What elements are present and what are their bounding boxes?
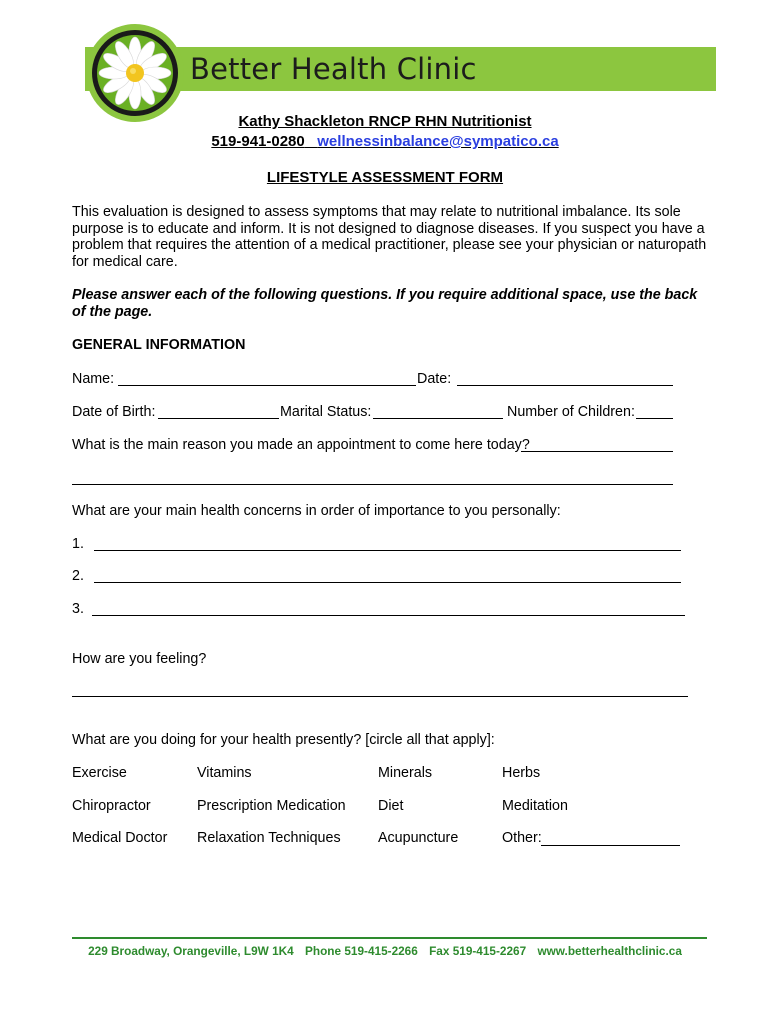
footer-phone: Phone 519-415-2266 <box>305 944 418 958</box>
concern-field-3[interactable] <box>92 615 685 616</box>
option-diet[interactable]: Diet <box>378 798 404 814</box>
section-general-heading: GENERAL INFORMATION <box>72 337 246 353</box>
marital-label: Marital Status: <box>280 404 372 420</box>
date-label: Date: <box>417 371 452 387</box>
children-field[interactable] <box>636 418 673 419</box>
contact-email[interactable]: wellnessinbalance@sympatico.ca <box>317 133 559 150</box>
date-field[interactable] <box>457 385 673 386</box>
option-meditation[interactable]: Meditation <box>502 798 568 814</box>
concern-number: 3. <box>72 601 84 617</box>
concern-field-2[interactable] <box>94 582 681 583</box>
concerns-question: What are your main health concerns in order of importance to you personally: <box>72 503 561 519</box>
option-medical-doctor[interactable]: Medical Doctor <box>72 830 168 846</box>
footer-address: 229 Broadway, Orangeville, L9W 1K4 <box>88 944 294 958</box>
footer <box>0 944 770 958</box>
reason-field[interactable] <box>521 451 673 452</box>
form-title: LIFESTYLE ASSESSMENT FORM <box>266 169 504 186</box>
name-label: Name: <box>72 371 115 387</box>
option-other[interactable]: Other: <box>502 830 542 846</box>
contact-phone: 519-941-0280 <box>211 133 305 150</box>
option-exercise[interactable]: Exercise <box>72 765 127 781</box>
marital-field[interactable] <box>373 418 503 419</box>
footer-website[interactable]: www.betterhealthclinic.ca <box>537 944 682 958</box>
name-field[interactable] <box>118 385 416 386</box>
option-herbs[interactable]: Herbs <box>502 765 541 781</box>
dob-label: Date of Birth: <box>72 404 156 420</box>
instructions-text: Please answer each of the following questions. If you require additional space, use the back of the page. <box>72 287 698 320</box>
concern-field-1[interactable] <box>94 550 681 551</box>
option-acupuncture[interactable]: Acupuncture <box>378 830 459 846</box>
option-chiropractor[interactable]: Chiropractor <box>72 798 151 814</box>
daisy-flower-icon <box>84 22 186 124</box>
option-vitamins[interactable]: Vitamins <box>197 765 252 781</box>
children-label: Number of Children: <box>507 404 635 420</box>
option-relaxation-techniques[interactable]: Relaxation Techniques <box>197 830 341 846</box>
concern-number: 2. <box>72 568 84 584</box>
dob-field[interactable] <box>158 418 279 419</box>
reason-question: What is the main reason you made an appointment to come here today? <box>72 437 530 453</box>
practitioner-name: Kathy Shackleton RNCP RHN Nutritionist <box>238 113 532 130</box>
feeling-field[interactable] <box>72 696 688 697</box>
intro-paragraph: This evaluation is designed to assess symptoms that may relate to nutritional imbalance. Its sole purpose is to educate and inform. It is not designed to diagnose diseases. If you suspect you have a problem that requires the attention of a medical practitioner, please see your physician or naturopath for medical care. <box>72 204 707 270</box>
concern-number: 1. <box>72 536 84 552</box>
reason-field-continued[interactable] <box>72 484 673 485</box>
clinic-name: Better Health Clinic <box>190 52 477 86</box>
contact-line <box>0 133 770 150</box>
option-minerals[interactable]: Minerals <box>378 765 433 781</box>
footer-fax: Fax 519-415-2267 <box>429 944 527 958</box>
health-question: What are you doing for your health presently? [circle all that apply]: <box>72 732 495 748</box>
footer-divider <box>72 937 707 939</box>
option-prescription-medication[interactable]: Prescription Medication <box>197 798 346 814</box>
other-field[interactable] <box>541 845 680 846</box>
feeling-question: How are you feeling? <box>72 651 207 667</box>
